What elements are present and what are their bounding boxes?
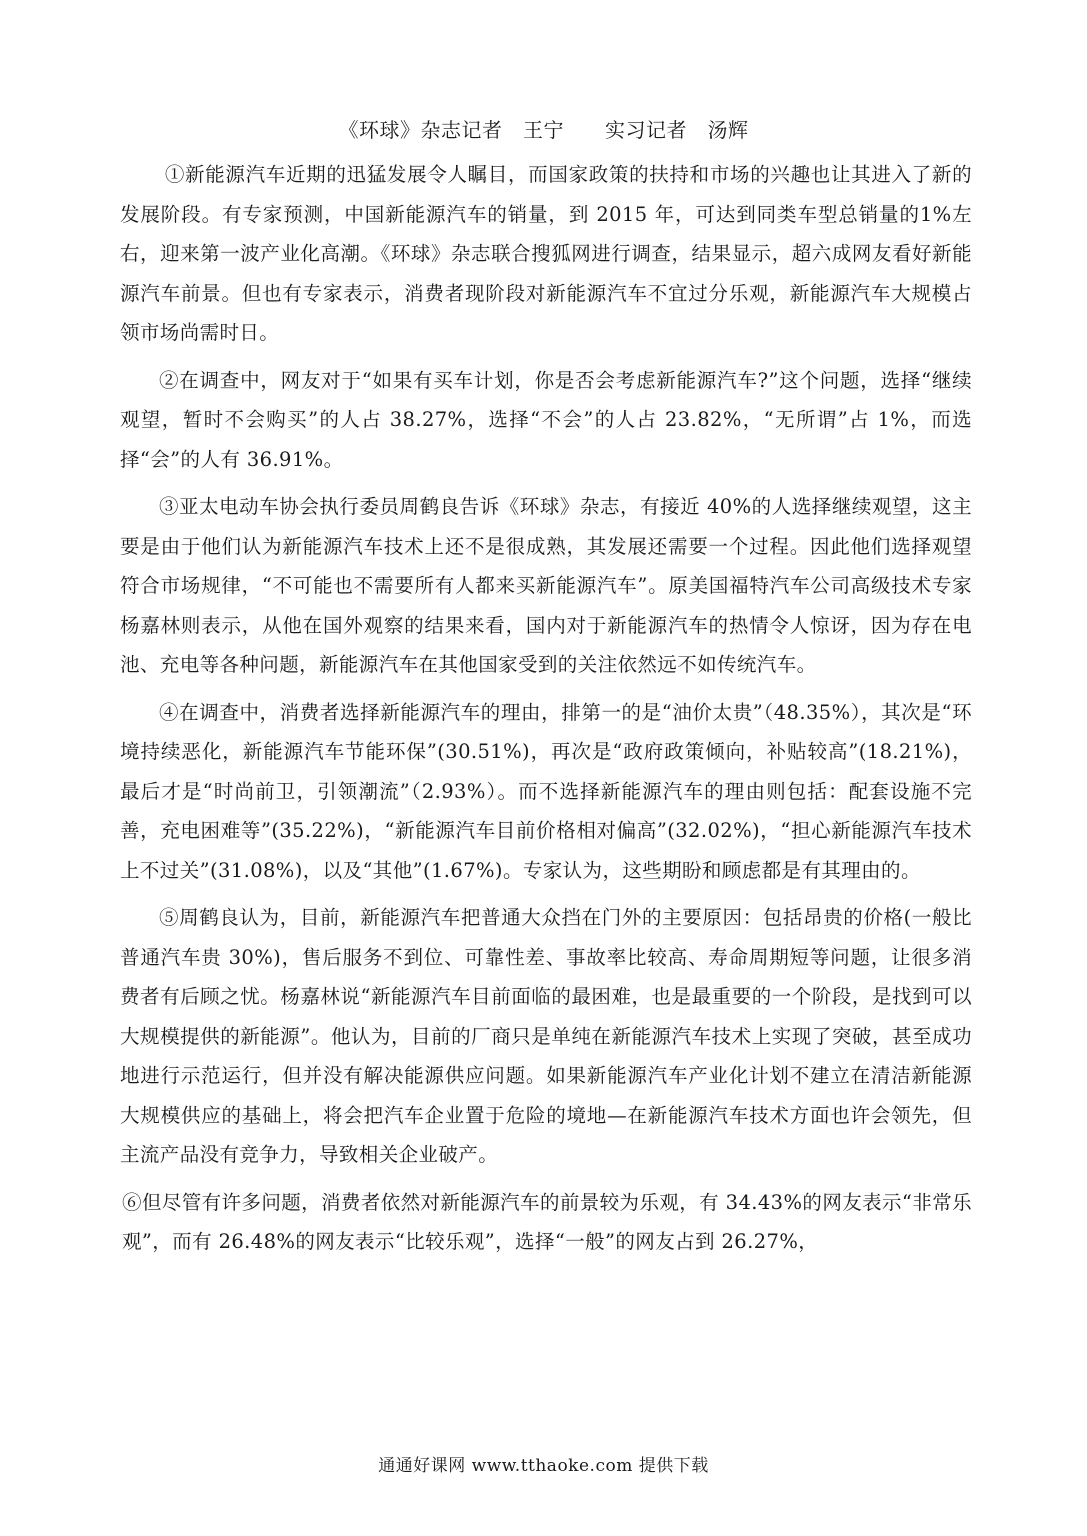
paragraph-2: ②在调查中，网友对于“如果有买车计划，你是否会考虑新能源汽车?”这个问题，选择“继续观望，暂时不会购买”的人占 38.27%，选择“不会”的人占 23.82%，“无所谓”占 1%，而选择“会”的人有 36.91%。 [120, 368, 972, 471]
paragraph-4: ④在调查中，消费者选择新能源汽车的理由，排第一的是“油价太贵”（48.35%），其次是“环境持续恶化，新能源汽车节能环保”(30.51%)，再次是“政府政策倾向，补贴较高”(18.21%)，最后才是“时尚前卫，引领潮流”（2.93%）。而不选择新能源汽车的理由则包括：配套设施不完善，充电困难等”(35.22%)，“新能源汽车目前价格相对偏高”(32.02%)，“担心新能源汽车技术上不过关”(31.08%)，以及“其他”(1.67%)。专家认为，这些期盼和顾虑都是有其理由的。 [120, 700, 972, 882]
page-footer: 通通好课网 www.tthaoke.com 提供下载 [378, 1456, 709, 1476]
article-body [120, 155, 972, 1270]
paragraph-6: ⑥但尽管有许多问题，消费者依然对新能源汽车的前景较为乐观，有 34.43%的网友表示“非常乐观”，而有 26.48%的网友表示“比较乐观”，选择“一般”的网友占到 26.27%， [122, 1190, 972, 1253]
paragraph-5: ⑤周鹤良认为，目前，新能源汽车把普通大众挡在门外的主要原因：包括昂贵的价格(一般比普通汽车贵 30%)，售后服务不到位、可靠性差、事故率比较高、寿命周期短等问题，让很多消费者有后顾之忧。杨嘉林说“新能源汽车目前面临的最困难，也是最重要的一个阶段，是找到可以大规模提供的新能源”。他认为，目前的厂商只是单纯在新能源汽车技术上实现了突破，甚至成功地进行示范运行，但并没有解决能源供应问题。如果新能源汽车产业化计划不建立在清洁新能源大规模供应的基础上，将会把汽车企业置于危险的境地—在新能源汽车技术方面也许会领先，但主流产品没有竞争力，导致相关企业破产。 [120, 906, 972, 1166]
paragraph-3: ③亚太电动车协会执行委员周鹤良告诉《环球》杂志，有接近 40%的人选择继续观望，这主要是由于他们认为新能源汽车技术上还不是很成熟，其发展还需要一个过程。因此他们选择观望符合市场规律，“不可能也不需要所有人都来买新能源汽车”。原美国福特汽车公司高级技术专家杨嘉林则表示，从他在国外观察的结果来看，国内对于新能源汽车的热情令人惊讶，因为存在电池、充电等各种问题，新能源汽车在其他国家受到的关注依然远不如传统汽车。 [120, 495, 972, 676]
paragraph-1: ①新能源汽车近期的迅猛发展令人瞩目，而国家政策的扶持和市场的兴趣也让其进入了新的发展阶段。有专家预测，中国新能源汽车的销量，到 2015 年，可达到同类车型总销量的1%左右，迎来第一波产业化高潮。《环球》杂志联合搜狐网进行调查，结果显示，超六成网友看好新能源汽车前景。但也有专家表示，消费者现阶段对新能源汽车不宜过分乐观，新能源汽车大规模占领市场尚需时日。 [120, 163, 972, 344]
article-byline: 《环球》杂志记者 王宁 实习记者 汤辉 [338, 118, 749, 142]
